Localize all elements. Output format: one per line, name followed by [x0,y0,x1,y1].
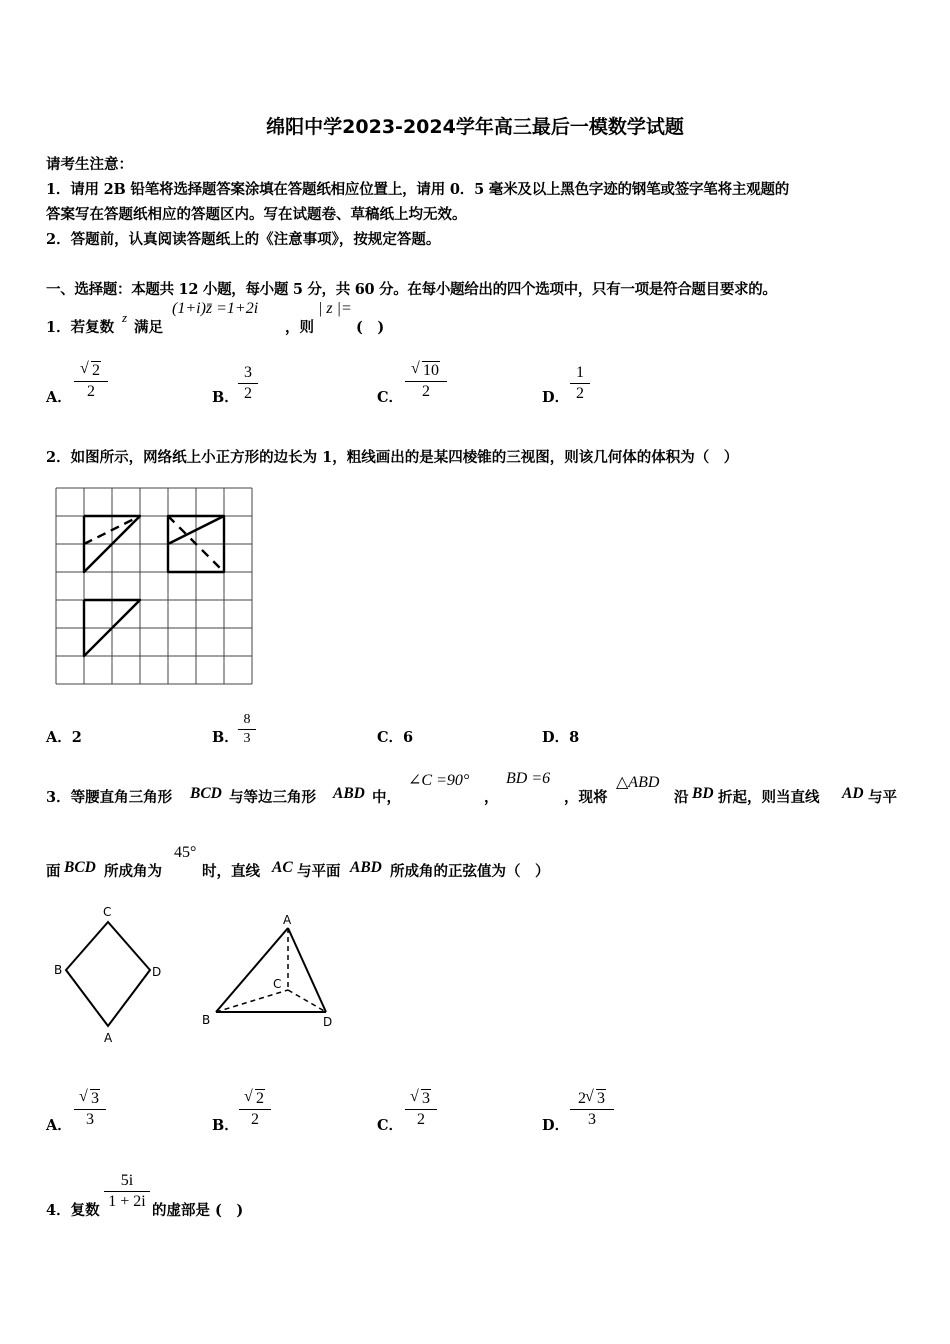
q3-l2c: 时，直线 [202,863,260,880]
fig1-label-a: A [104,1031,113,1045]
q3-bd2: BD [692,785,714,802]
q3-bd: BD =6 [506,770,551,787]
three-view-figure [52,485,256,689]
q3-p1: 3．等腰直角三角形 [46,789,173,806]
q1-option-d-label: D． [542,389,570,406]
q3-tri: △ABD [616,774,660,791]
q2-option-d: D．8 [542,729,580,746]
q3-deg: 45° [174,844,197,861]
q4-suffix: 的虚部是 ( ) [152,1202,244,1219]
q2-option-c: C．6 [377,729,414,746]
q1-option-a-value: √ 2 2 [74,362,108,401]
q3-ac: AC [272,859,293,876]
q3-l2d: 与平面 [297,863,341,880]
q1-mid2: ，则 [285,319,314,336]
q3-p3: 中， [372,789,401,806]
q1-option-c-value: √ 10 2 [405,362,447,401]
question-1 [46,316,114,337]
fig2-label-a: A [283,913,292,927]
q3-l2b: 所成角为 [104,863,162,880]
fig2-label-c: C [273,977,282,991]
notice-line-2: 2．答题前，认真阅读答题纸上的《注意事项》，按规定答题。 [46,231,441,248]
page-title: 绵阳中学2023-2024学年高三最后一模数学试题 [266,116,684,138]
q2-option-b-label: B． [212,729,239,746]
q3-p4: ，现将 [564,789,608,806]
q1-option-b-label: B． [212,389,239,406]
q1-option-a-label: A． [46,389,72,406]
q4-fraction: 5i 1 + 2i [104,1172,150,1211]
q3-option-a-label: A． [46,1117,72,1134]
q3-figure-folded [198,912,344,1034]
q3-angle: ∠C =90° [408,772,470,789]
fig1-label-d: D [152,965,162,979]
q3-p2: 与等边三角形 [229,789,316,806]
q1-mid: 满足 [134,319,163,336]
q2-option-b-value: 8 3 [238,712,256,747]
q3-l2e: 所成角的正弦值为（ ） [390,863,550,880]
fig1-label-c: C [103,905,112,919]
q3-option-c-value: √ 3 2 [405,1090,437,1129]
q4-prefix: 4．复数 [46,1202,100,1219]
q3-l2a: 面 [46,863,61,880]
q3-p7: 与平 [868,789,897,806]
fig1-label-b: B [54,963,63,977]
fig2-label-d: D [323,1015,333,1029]
q3-option-b-label: B． [212,1117,239,1134]
q3-option-c-label: C． [377,1117,404,1134]
q3-figure-planar [48,902,178,1048]
question-2: 2．如图所示，网络纸上小正方形的边长为 1，粗线画出的是某四棱锥的三视图，则该几何体的体积为（ ） [46,449,739,466]
q1-option-c-label: C． [377,389,404,406]
notice-heading: 请考生注意： [46,156,133,173]
q3-p6: 折起，则当直线 [718,789,820,806]
q3-option-b-value: √ 2 2 [239,1090,271,1129]
q3-option-d-label: D． [542,1117,570,1134]
q3-abd2: ABD [350,859,382,876]
q3-ad: AD [842,785,864,802]
q3-abd: ABD [333,785,365,802]
q3-bcd2: BCD [64,859,96,876]
q3-comma: ， [484,789,499,806]
q1-prefix: 1．若复数 [46,319,115,336]
q3-bcd: BCD [190,785,222,802]
q1-option-b-value: 3 2 [238,364,258,403]
q3-p5: 沿 [674,789,689,806]
q1-formula: (1+i)z̄ =1+2i [172,300,259,317]
q1-var: z [122,310,128,325]
notice-line-1: 1．请用 2B 铅笔将选择题答案涂填在答题纸相应位置上，请用 0．5 毫米及以上黑色字迹的钢笔或签字笔将主观题的 [46,181,790,198]
notice-line-1b: 答案写在答题纸相应的答题区内。写在试题卷、草稿纸上均无效。 [46,206,467,223]
q1-option-d-value: 1 2 [570,364,590,403]
fig2-label-b: B [202,1013,211,1027]
q1-formula2: | z |= [318,300,352,317]
q3-option-a-value: √ 3 3 [74,1090,106,1129]
q3-option-d-value: 2√ 3 3 [570,1090,614,1129]
q1-suffix: ( ) [356,319,385,336]
q2-option-a: A．2 [46,729,82,746]
section-heading: 一、选择题：本题共 12 小题，每小题 5 分，共 60 分。在每小题给出的四个选项中，只有一项是符合题目要求的。 [46,281,777,298]
